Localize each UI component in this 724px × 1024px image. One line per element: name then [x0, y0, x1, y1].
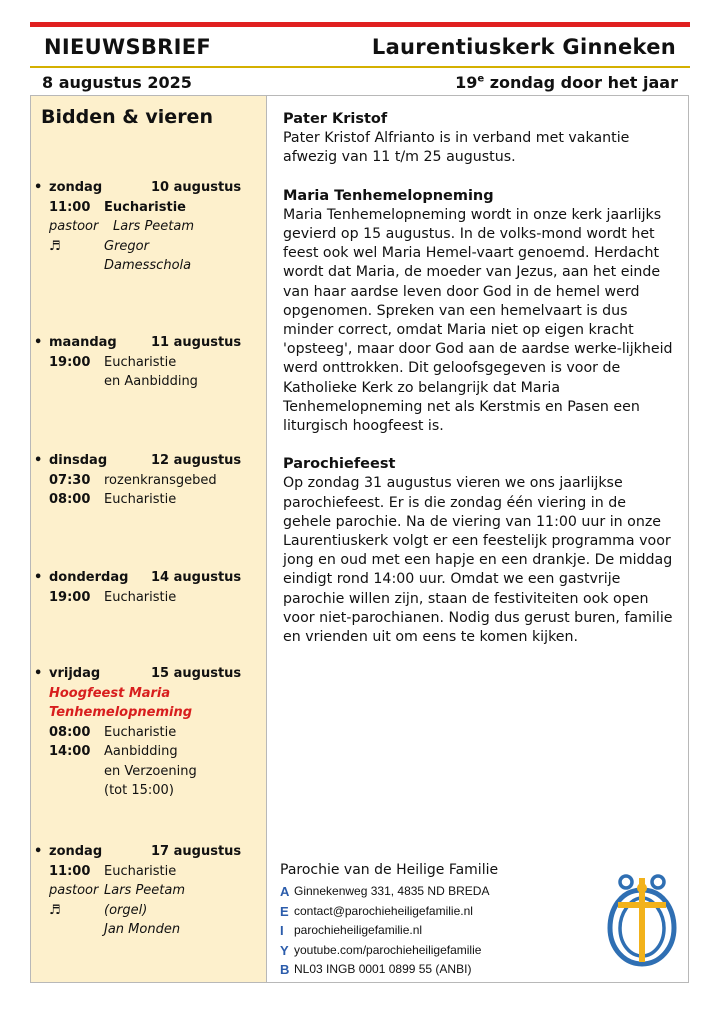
service-name: rozenkransgebed — [104, 472, 217, 488]
issue-date: 8 augustus 2025 — [42, 73, 192, 92]
music-line-2: Damesschola — [104, 258, 192, 273]
music-note-icon: ♬ — [49, 238, 61, 254]
bullet-icon: • — [34, 666, 43, 681]
music-line-2: Jan Monden — [104, 922, 181, 937]
day-name: vrijdag — [49, 666, 101, 681]
contact-key: I — [280, 923, 284, 938]
contact-value[interactable]: youtube.com/parochieheiligefamilie — [294, 942, 482, 957]
day-name: zondag — [49, 180, 103, 195]
music-note-icon: ♬ — [49, 902, 61, 918]
sunday-number: 19 — [455, 73, 478, 92]
celebrant-name: Lars Peetam — [104, 883, 186, 898]
contact-bank — [280, 960, 600, 980]
day-date: 15 augustus — [151, 666, 242, 681]
day-date: 12 augustus — [151, 453, 242, 468]
sunday-ordinal: e — [477, 73, 485, 85]
service-end-time: (tot 15:00) — [104, 783, 174, 798]
service-time: 14:00 — [49, 744, 91, 759]
service-name: Eucharistie — [104, 354, 177, 370]
schedule-day — [31, 333, 266, 392]
service-time: 08:00 — [49, 492, 91, 507]
music-line-1: Gregor — [104, 238, 149, 254]
service-name: Eucharistie — [104, 863, 177, 879]
celebrant-label: pastoor — [49, 219, 99, 234]
bullet-icon: • — [34, 570, 43, 585]
bullet-icon: • — [34, 335, 43, 350]
schedule-day — [31, 842, 266, 940]
article-title: Parochiefeest — [283, 456, 396, 473]
celebrant-name: Lars Peetam — [113, 219, 195, 234]
article-body: Op zondag 31 augustus vieren we ons jaarlijkse parochiefeest. Er is die zondag één viering in de gehele parochie. Na de viering van 11:00 uur in onze Laurentiuskerk volgt er een feestelijk programma voor jong en oud met een hapje en een drankje. De middag eindigt rond 14:00 uur. Omdat we een gastvrije parochie willen zijn, staan de festiviteiten ook open voor niet-parochianen. Nodig dus gerust buren, familie en vrienden uit om eens te komen kijken. — [283, 475, 673, 646]
service-time: 11:00 — [49, 199, 91, 215]
schedule-day — [31, 568, 266, 607]
music-line-1: (orgel) — [104, 902, 148, 918]
contact-website — [280, 921, 600, 941]
celebrant-label: pastoor — [49, 883, 99, 898]
sunday-text: zondag door het jaar — [484, 73, 678, 92]
schedule-day — [31, 664, 266, 801]
bullet-icon: • — [34, 180, 43, 195]
bullet-icon: • — [34, 453, 43, 468]
service-name: Eucharistie — [104, 724, 177, 740]
contact-key: E — [280, 903, 289, 919]
schedule-day — [31, 451, 266, 510]
contact-value[interactable]: contact@parochieheiligefamilie.nl — [294, 903, 473, 918]
day-date: 10 augustus — [151, 180, 242, 195]
liturgical-sunday — [455, 73, 678, 92]
schedule-title: Bidden & vieren — [41, 106, 213, 128]
date-row — [30, 68, 690, 95]
church-name: Laurentiuskerk Ginneken — [371, 35, 676, 59]
service-name: Aanbidding — [104, 744, 178, 759]
service-time: 19:00 — [49, 354, 91, 370]
day-name: dinsdag — [49, 453, 108, 468]
contact-address — [280, 882, 600, 902]
service-name-cont: en Verzoening — [104, 763, 197, 779]
holy-family-logo-icon — [606, 872, 678, 968]
day-name: zondag — [49, 844, 103, 859]
service-time: 07:30 — [49, 472, 91, 488]
masthead — [30, 27, 690, 65]
contact-key: B — [280, 962, 290, 977]
day-date: 17 augustus — [151, 844, 242, 859]
day-date: 14 augustus — [151, 570, 242, 585]
day-name: donderdag — [49, 570, 129, 585]
article-body: Maria Tenhemelopneming wordt in onze kerk jaarlijks gevierd op 15 augustus. In de volks-mond wordt het feest ook wel Maria Hemel-vaart genoemd. Herdacht wordt dat Maria, de moeder van Jezus, aan het einde van haar aardse leven door God in de hemel werd opgenomen. Spreken van een hemelvaart is dus minder correct, omdat Maria niet op eigen kracht 'opsteeg', maar door God aan de aardse werke-lijkheid werd onttrokken. Dit geloofsgegeven is voor de Katholieke Kerk zo belangrijk dat Maria Tenhemelopneming net als Kerstmis en Pasen een liturgisch hoogfeest is. — [283, 206, 673, 435]
article-title: Pater Kristof — [283, 111, 388, 127]
service-time: 19:00 — [49, 589, 91, 605]
newsletter-title: NIEUWSBRIEF — [44, 35, 212, 59]
service-name: Eucharistie — [104, 199, 186, 215]
service-time: 08:00 — [49, 724, 91, 740]
schedule-sidebar — [31, 96, 267, 982]
feast-title-line-2: Tenhemelopneming — [49, 705, 193, 720]
articles-column — [283, 110, 678, 666]
contact-email — [280, 902, 600, 922]
service-name: Eucharistie — [104, 589, 177, 605]
bullet-icon: • — [34, 844, 43, 859]
contact-key: Y — [280, 942, 289, 958]
service-name-cont: en Aanbidding — [104, 374, 198, 389]
feast-title-line-1: Hoogfeest Maria — [49, 685, 171, 701]
article-body: Pater Kristof Alfrianto is in verband met vakantie afwezig van 11 t/m 25 augustus. — [283, 130, 630, 166]
contact-key: A — [280, 884, 290, 899]
service-name: Eucharistie — [104, 492, 177, 507]
day-name: maandag — [49, 335, 117, 350]
contact-value[interactable]: parochieheiligefamilie.nl — [294, 923, 423, 937]
article-title: Maria Tenhemelopneming — [283, 187, 494, 204]
service-time: 11:00 — [49, 863, 91, 879]
day-date: 11 augustus — [151, 335, 242, 350]
parish-contact — [280, 860, 600, 980]
parish-name: Parochie van de Heilige Familie — [280, 862, 499, 878]
schedule-day — [31, 178, 266, 276]
contact-youtube — [280, 941, 600, 961]
contact-value: NL03 INGB 0001 0899 55 (ANBI) — [294, 962, 472, 976]
contact-value: Ginnekenweg 331, 4835 ND BREDA — [294, 884, 490, 898]
